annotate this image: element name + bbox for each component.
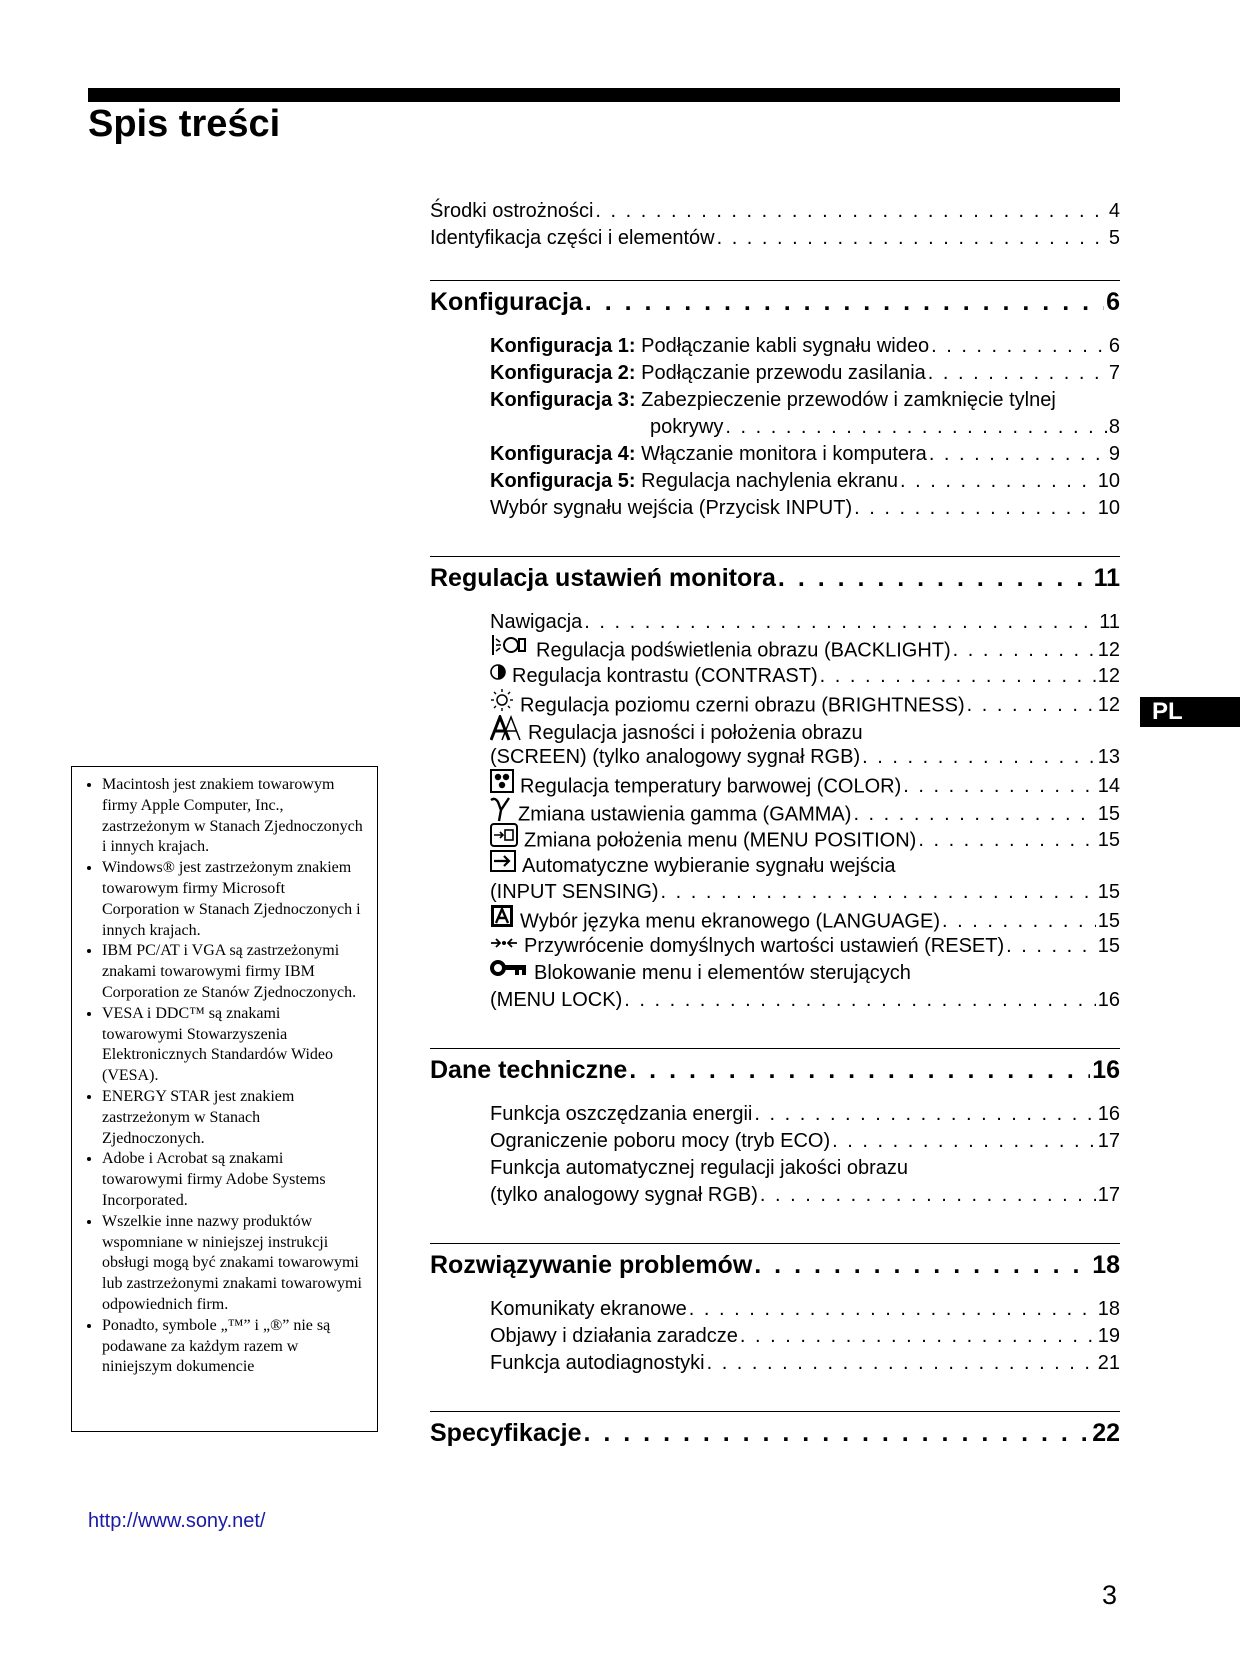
toc-entry[interactable] xyxy=(430,441,1120,468)
backlight-icon xyxy=(490,634,530,664)
trademark-item: • Macintosh jest znakiem towarowym firmy Apple Computer, Inc., zastrzeżonym w Stanach Zjednoczonych i innych krajach. xyxy=(102,775,365,858)
toc-entry[interactable] xyxy=(430,636,1120,663)
toc-entry-label: Ograniczenie poboru mocy (tryb ECO) xyxy=(490,1130,831,1152)
section-page: 22 xyxy=(1092,1419,1120,1447)
toc-entry[interactable] xyxy=(430,825,1120,852)
leader-dots xyxy=(740,1323,1096,1350)
toc-entry-page: 12 xyxy=(1097,665,1120,687)
toc-entry-label: Funkcja automatycznej regulacji jakości obrazu xyxy=(490,1157,908,1179)
toc-entry[interactable] xyxy=(430,1296,1120,1323)
toc-entry-page: 15 xyxy=(1097,935,1120,957)
toc-entry-label: Identyfikacja części i elementów xyxy=(430,227,715,249)
toc-entry-label: (SCREEN) (tylko analogowy sygnał RGB) xyxy=(490,746,861,768)
toc-entry[interactable] xyxy=(430,360,1120,387)
toc-entry-label: Zabezpieczenie przewodów i zamknięcie tylnej xyxy=(635,389,1056,411)
section-heading[interactable] xyxy=(430,561,1120,595)
toc-entry-label: Wybór języka menu ekranowego (LANGUAGE) xyxy=(520,910,940,933)
toc-entry-label: Objawy i działania zaradcze xyxy=(490,1325,738,1347)
trademark-list xyxy=(80,775,365,1378)
menu-lock-icon xyxy=(490,958,528,985)
section-rule xyxy=(430,1243,1120,1244)
toc-entry[interactable] xyxy=(430,717,1120,744)
toc-entry-step: Konfiguracja 3: xyxy=(490,389,636,411)
leader-dots xyxy=(1006,933,1096,960)
toc-entry-label: Włączanie monitora i komputera xyxy=(635,443,927,465)
toc-entry-label: Regulacja podświetlenia obrazu (BACKLIGHT) xyxy=(536,639,951,662)
toc-entry-page: 15 xyxy=(1097,881,1120,903)
toc-entry[interactable] xyxy=(430,690,1120,717)
section-title: Dane techniczne xyxy=(430,1056,628,1084)
toc-entry-label: Blokowanie menu i elementów sterujących xyxy=(534,962,911,984)
leader-dots xyxy=(585,285,1104,319)
toc-entry[interactable] xyxy=(430,663,1120,690)
leader-dots xyxy=(629,1053,1090,1087)
section-rule xyxy=(430,556,1120,557)
section-page: 18 xyxy=(1092,1251,1120,1279)
toc-entry-page: 10 xyxy=(1097,497,1120,519)
trademark-item: • ENERGY STAR jest znakiem zastrzeżonym w Stanach Zjednoczonych. xyxy=(102,1087,365,1149)
toc-entry[interactable] xyxy=(430,387,1120,414)
toc-entry[interactable] xyxy=(430,495,1120,522)
toc-entry[interactable] xyxy=(430,198,1120,225)
section-page: 16 xyxy=(1092,1056,1120,1084)
leader-dots xyxy=(854,495,1096,522)
toc-entry-page: 14 xyxy=(1097,775,1120,798)
toc-entry-label: (MENU LOCK) xyxy=(490,989,623,1011)
toc-entry-label: Regulacja temperatury barwowej (COLOR) xyxy=(520,775,902,798)
toc-entry-label: Regulacja nachylenia ekranu xyxy=(635,470,898,492)
section-title: Specyfikacje xyxy=(430,1419,582,1447)
toc-entry-page: 4 xyxy=(1108,200,1120,222)
toc-entry[interactable] xyxy=(430,333,1120,360)
toc-entry-page: 15 xyxy=(1097,829,1120,852)
leader-dots xyxy=(778,561,1092,595)
toc-entry[interactable] xyxy=(430,744,1120,771)
toc-entry[interactable] xyxy=(430,987,1120,1014)
leader-dots xyxy=(754,1248,1090,1282)
section-rule xyxy=(430,1048,1120,1049)
page-number: 3 xyxy=(1102,1580,1118,1610)
toc-entry-page: 5 xyxy=(1108,227,1120,249)
leader-dots xyxy=(900,468,1096,495)
toc-entry-label: (INPUT SENSING) xyxy=(490,881,659,903)
trademark-item: • Wszelkie inne nazwy produktów wspomniane w niniejszej instrukcji obsługi mogą być znakami towarowymi lub zastrzeżonymi znakami towarowymi odpowiednich firm. xyxy=(102,1212,365,1316)
toc-entry[interactable] xyxy=(430,414,1120,441)
leader-dots xyxy=(931,333,1107,360)
toc-entry-page: 16 xyxy=(1097,989,1120,1011)
section-heading[interactable] xyxy=(430,1248,1120,1282)
toc-entry-page: 12 xyxy=(1097,639,1120,662)
toc-entry[interactable] xyxy=(430,933,1120,960)
trademark-notice xyxy=(71,766,378,1432)
contrast-icon xyxy=(490,661,506,688)
leader-dots xyxy=(942,908,1096,935)
toc-entry[interactable] xyxy=(430,1182,1120,1209)
toc-entry-step: Konfiguracja 5: xyxy=(490,470,636,492)
toc-sections xyxy=(430,262,1120,1464)
toc-entry-page: 10 xyxy=(1097,470,1120,492)
toc-entry-label: Automatyczne wybieranie sygnału wejścia xyxy=(522,855,896,878)
toc-entry-page: 12 xyxy=(1097,694,1120,717)
leader-dots xyxy=(928,360,1107,387)
toc-entry-label: pokrywy xyxy=(650,416,724,438)
toc-entry-page: 18 xyxy=(1097,1298,1120,1320)
section-title: Regulacja ustawień monitora xyxy=(430,564,776,592)
toc-entry[interactable] xyxy=(430,1323,1120,1350)
website-link[interactable]: http://www.sony.net/ xyxy=(88,1510,266,1532)
toc-entry[interactable] xyxy=(430,1155,1120,1182)
trademark-item: • VESA i DDC™ są znakami towarowymi Stowarzyszenia Elektronicznych Standardów Wideo (VESA). xyxy=(102,1004,365,1087)
toc-entry[interactable] xyxy=(430,1128,1120,1155)
section-heading[interactable] xyxy=(430,1416,1120,1450)
leader-dots xyxy=(967,692,1096,719)
toc-entry-label: Zmiana ustawienia gamma (GAMMA) xyxy=(518,803,852,826)
toc-entry-label: Funkcja autodiagnostyki xyxy=(490,1352,705,1374)
leader-dots xyxy=(725,414,1107,441)
toc-entry-label: Regulacja poziomu czerni obrazu (BRIGHTNESS) xyxy=(520,694,965,717)
leader-dots xyxy=(584,609,1097,636)
toc-entry[interactable] xyxy=(430,960,1120,987)
leader-dots xyxy=(624,987,1096,1014)
input-sensing-icon xyxy=(490,850,516,880)
section-title: Konfiguracja xyxy=(430,288,583,316)
toc-entry-page: 19 xyxy=(1097,1325,1120,1347)
toc-entry-step: Konfiguracja 4: xyxy=(490,443,636,465)
leader-dots xyxy=(689,1296,1096,1323)
leader-dots xyxy=(918,827,1095,854)
toc-entry-label: Podłączanie przewodu zasilania xyxy=(635,362,926,384)
toc-entry-page: 17 xyxy=(1097,1184,1120,1206)
leader-dots xyxy=(754,1101,1095,1128)
trademark-item: • IBM PC/AT i VGA są zastrzeżonymi znakami towarowymi firmy IBM Corporation ze Stanów Zjednoczonych. xyxy=(102,941,365,1003)
trademark-item: • Adobe i Acrobat są znakami towarowymi firmy Adobe Systems Incorporated. xyxy=(102,1149,365,1211)
toc-entry-label: Komunikaty ekranowe xyxy=(490,1298,687,1320)
toc-entry-page: 8 xyxy=(1108,416,1120,438)
toc-entry-page: 11 xyxy=(1099,611,1120,633)
toc-entry[interactable] xyxy=(430,852,1120,879)
toc-entry-page: 7 xyxy=(1108,362,1120,384)
toc-entry[interactable] xyxy=(430,771,1120,798)
toc-entry[interactable] xyxy=(430,1350,1120,1377)
toc-entry-label: Przywrócenie domyślnych wartości ustawień (RESET) xyxy=(524,935,1005,957)
leader-dots xyxy=(584,1416,1091,1450)
toc-entry-label: Regulacja jasności i położenia obrazu xyxy=(528,722,863,745)
toc-entry[interactable] xyxy=(430,468,1120,495)
toc-entry-label: Funkcja oszczędzania energii xyxy=(490,1103,753,1125)
toc-entry-label: (tylko analogowy sygnał RGB) xyxy=(490,1184,758,1206)
page-title: Spis treści xyxy=(88,103,281,145)
leader-dots xyxy=(760,1182,1096,1209)
section-heading[interactable] xyxy=(430,1053,1120,1087)
toc-entry-page: 13 xyxy=(1097,746,1120,768)
section-title: Rozwiązywanie problemów xyxy=(430,1251,753,1279)
toc-entry-page: 17 xyxy=(1097,1130,1120,1152)
toc-entry[interactable] xyxy=(430,225,1120,252)
section-heading[interactable] xyxy=(430,285,1120,319)
toc-entry-page: 15 xyxy=(1097,803,1120,826)
toc-entry-step: Konfiguracja 1: xyxy=(490,335,636,357)
toc-entry-page: 16 xyxy=(1097,1103,1120,1125)
toc-entry-step: Konfiguracja 2: xyxy=(490,362,636,384)
toc-entry-label: Podłączanie kabli sygnału wideo xyxy=(635,335,930,357)
section-page: 11 xyxy=(1093,564,1120,592)
section-rule xyxy=(430,280,1120,281)
trademark-item: • Windows® jest zastrzeżonym znakiem towarowym firmy Microsoft Corporation w Stanach Zjednoczonych i innych krajach. xyxy=(102,858,365,941)
trademark-item: • Ponadto, symbole „™” i „®” nie są podawane za każdym razem w niniejszym dokumencie xyxy=(102,1316,365,1378)
leader-dots xyxy=(832,1128,1096,1155)
leader-dots xyxy=(953,637,1096,664)
toc-entry-label: Nawigacja xyxy=(490,611,583,633)
toc-entry-label: Środki ostrożności xyxy=(430,200,594,222)
toc-entry-label: Wybór sygnału wejścia (Przycisk INPUT) xyxy=(490,497,853,519)
language-tab: PL xyxy=(1140,697,1240,727)
toc-entry[interactable] xyxy=(430,1101,1120,1128)
toc-entry-page: 15 xyxy=(1097,910,1120,933)
toc-entry[interactable] xyxy=(430,798,1120,825)
leader-dots xyxy=(820,663,1096,690)
leader-dots xyxy=(862,744,1096,771)
toc-entry-label: Regulacja kontrastu (CONTRAST) xyxy=(512,665,818,687)
leader-dots xyxy=(707,1350,1096,1377)
leader-dots xyxy=(929,441,1107,468)
leader-dots xyxy=(661,879,1096,906)
toc-entry[interactable] xyxy=(430,879,1120,906)
toc-entry-page: 21 xyxy=(1097,1352,1120,1374)
section-rule xyxy=(430,1411,1120,1412)
toc-entry-label: Zmiana położenia menu (MENU POSITION) xyxy=(524,829,917,852)
toc-entry-page: 9 xyxy=(1108,443,1120,465)
toc-entry-page: 6 xyxy=(1108,335,1120,357)
table-of-contents xyxy=(430,198,1120,252)
section-page: 6 xyxy=(1106,288,1120,316)
leader-dots xyxy=(903,773,1096,800)
toc-entry[interactable] xyxy=(430,609,1120,636)
reset-icon xyxy=(490,931,518,958)
toc-entry[interactable] xyxy=(430,906,1120,933)
